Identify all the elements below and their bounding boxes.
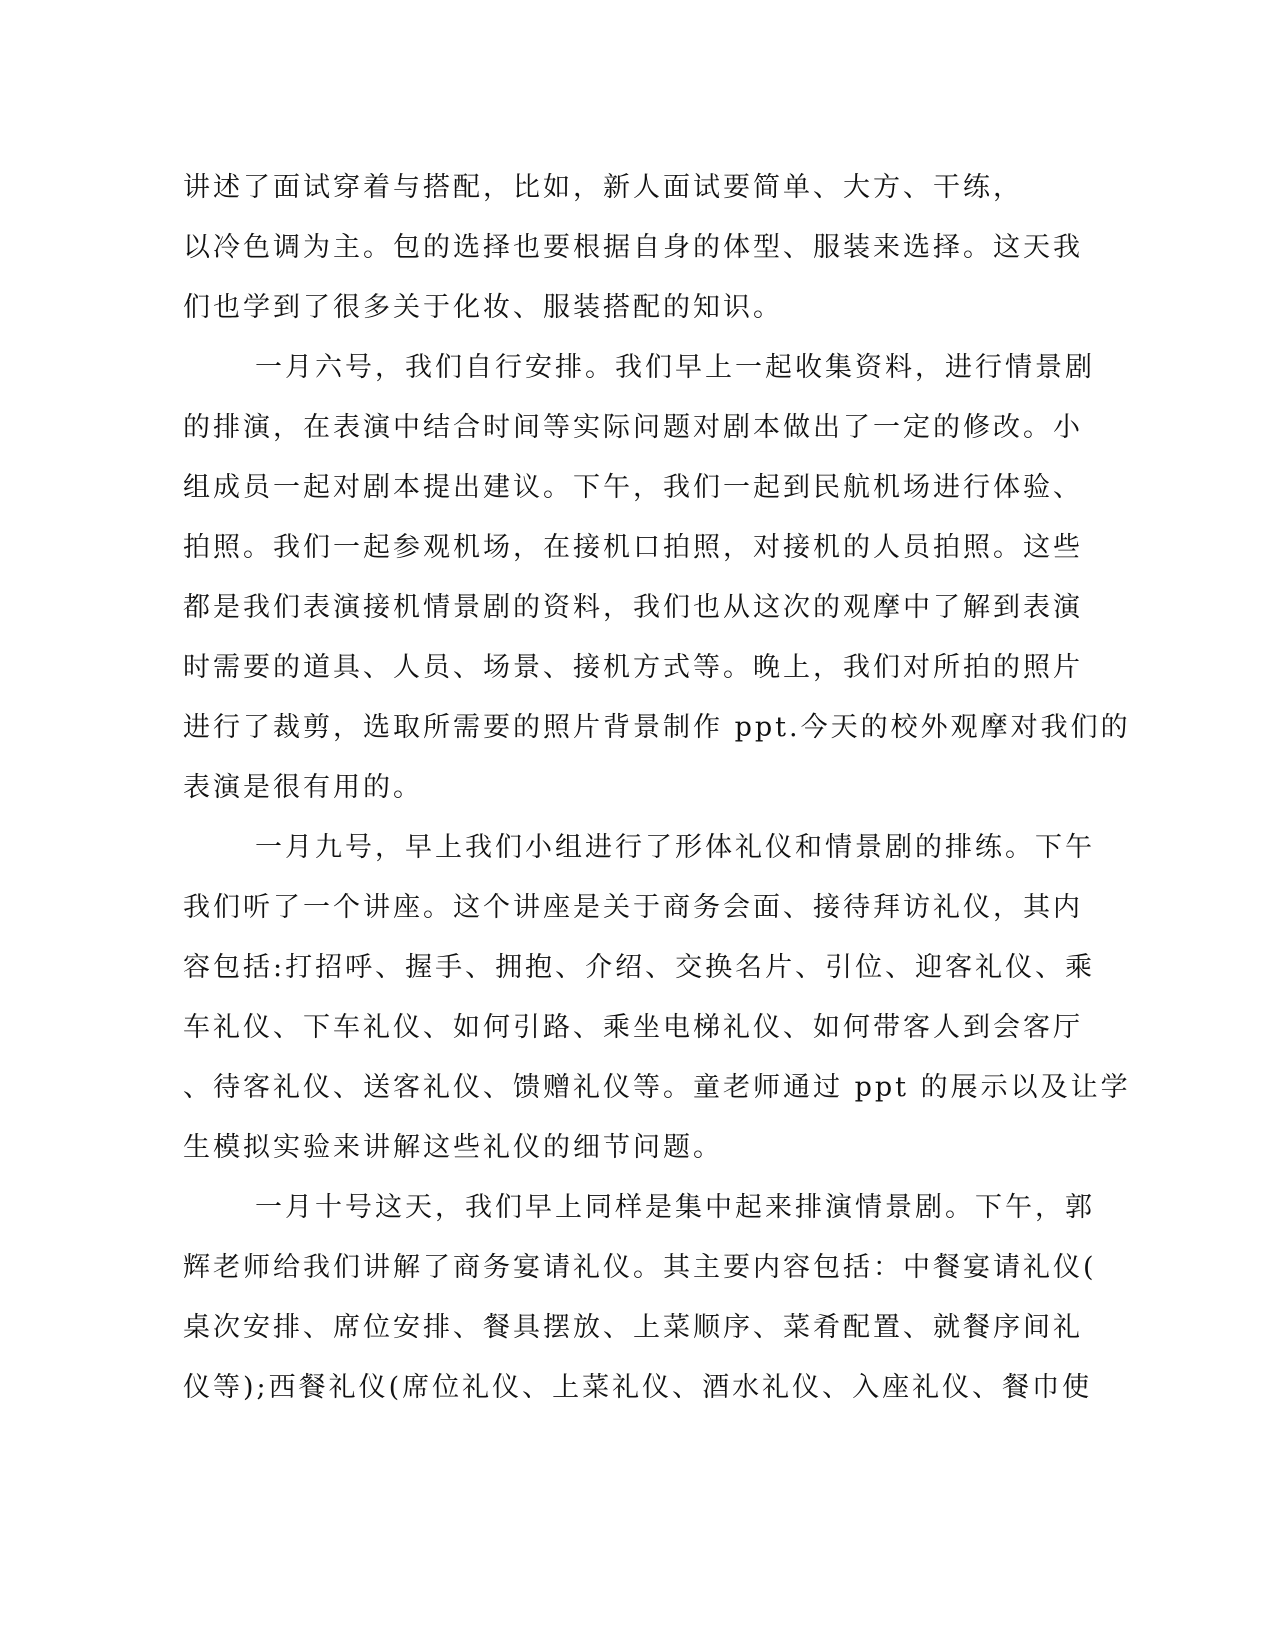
body-text <box>183 158 1131 1418</box>
paragraph-3-line-6: 生模拟实验来讲解这些礼仪的细节问题。 <box>183 1132 723 1163</box>
paragraph-4-line-3: 桌次安排、席位安排、餐具摆放、上菜顺序、菜肴配置、就餐序间礼 <box>183 1312 1083 1343</box>
paragraph-3-line-4: 车礼仪、下车礼仪、如何引路、乘坐电梯礼仪、如何带客人到会客厅 <box>183 1012 1083 1043</box>
paragraph-2-line-7: 进行了裁剪，选取所需要的照片背景制作 ppt.今天的校外观摩对我们的 <box>183 712 1131 743</box>
paragraph-3-line-5: 、待客礼仪、送客礼仪、馈赠礼仪等。童老师通过 ppt 的展示以及让学 <box>183 1072 1131 1103</box>
paragraph-2-line-2: 的排演，在表演中结合时间等实际问题对剧本做出了一定的修改。小 <box>183 412 1083 443</box>
paragraph-3-line-2: 我们听了一个讲座。这个讲座是关于商务会面、接待拜访礼仪，其内 <box>183 892 1083 923</box>
paragraph-4-line-1: 一月十号这天，我们早上同样是集中起来排演情景剧。下午，郭 <box>255 1192 1095 1223</box>
paragraph-2-line-8: 表演是很有用的。 <box>183 772 423 803</box>
paragraph-1-line-2: 以冷色调为主。包的选择也要根据自身的体型、服装来选择。这天我 <box>183 232 1083 263</box>
paragraph-3-line-3: 容包括:打招呼、握手、拥抱、介绍、交换名片、引位、迎客礼仪、乘 <box>183 952 1096 983</box>
paragraph-2-line-3: 组成员一起对剧本提出建议。下午，我们一起到民航机场进行体验、 <box>183 472 1083 503</box>
paragraph-1-line-1: 讲述了面试穿着与搭配，比如，新人面试要简单、大方、干练， <box>183 172 1023 203</box>
paragraph-3-line-1: 一月九号，早上我们小组进行了形体礼仪和情景剧的排练。下午 <box>255 832 1095 863</box>
paragraph-1-line-3: 们也学到了很多关于化妆、服装搭配的知识。 <box>183 292 783 323</box>
paragraph-4-line-4: 仪等);西餐礼仪(席位礼仪、上菜礼仪、酒水礼仪、入座礼仪、餐巾使 <box>183 1372 1093 1403</box>
paragraph-2-line-5: 都是我们表演接机情景剧的资料，我们也从这次的观摩中了解到表演 <box>183 592 1083 623</box>
paragraph-2-line-4: 拍照。我们一起参观机场，在接机口拍照，对接机的人员拍照。这些 <box>183 532 1083 563</box>
paragraph-2-line-6: 时需要的道具、人员、场景、接机方式等。晚上，我们对所拍的照片 <box>183 652 1083 683</box>
paragraph-2-line-1: 一月六号，我们自行安排。我们早上一起收集资料，进行情景剧 <box>255 352 1095 383</box>
paragraph-4-line-2: 辉老师给我们讲解了商务宴请礼仪。其主要内容包括：中餐宴请礼仪( <box>183 1252 1097 1283</box>
